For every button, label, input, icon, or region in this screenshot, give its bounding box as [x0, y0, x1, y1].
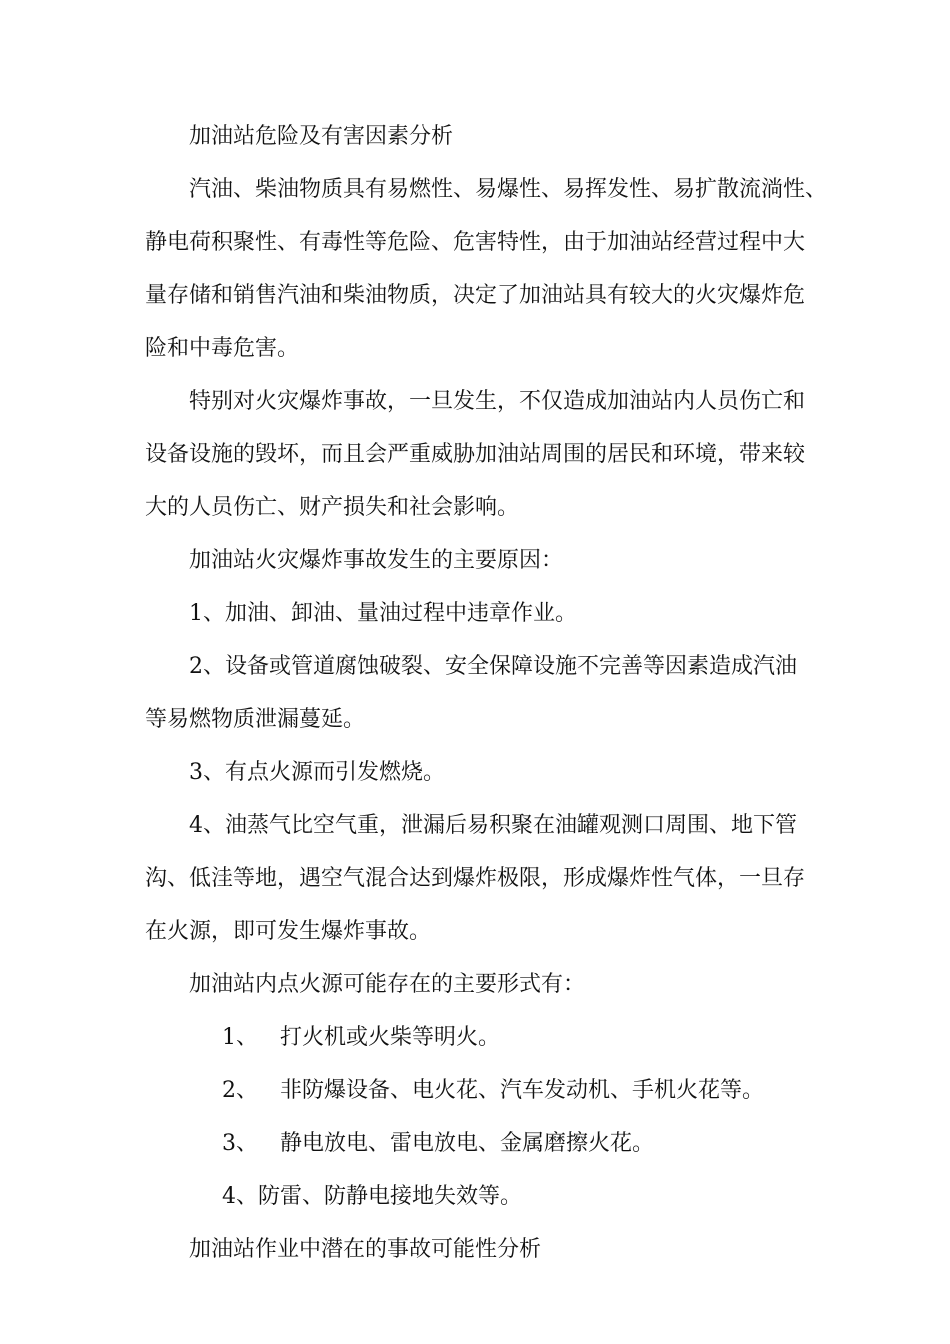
paragraph-line: 沟、低洼等地，遇空气混合达到爆炸极限，形成爆炸性气体，一旦存 [145, 866, 806, 891]
ignition-item-text: 非防爆设备、电火花、汽车发动机、手机火花等。 [280, 1078, 765, 1103]
paragraph-line: 汽油、柴油物质具有易燃性、易爆性、易挥发性、易扩散流淌性、 [189, 177, 828, 202]
ignition-item-text: 静电放电、雷电放电、金属磨擦火花。 [280, 1131, 655, 1156]
paragraph-line: 量存储和销售汽油和柴油物质，决定了加油站具有较大的火灾爆炸危 [145, 283, 806, 308]
ignition-item-number: 2、 [222, 1078, 258, 1103]
ignition-item-text: 打火机或火柴等明火。 [280, 1025, 501, 1050]
ignition-item-number: 1、 [222, 1025, 258, 1050]
paragraph-line: 特别对火灾爆炸事故，一旦发生，不仅造成加油站内人员伤亡和 [189, 389, 806, 414]
cause-item-3: 3、有点火源而引发燃烧。 [189, 760, 445, 785]
paragraph-line: 险和中毒危害。 [145, 336, 300, 361]
section-heading: 加油站作业中潜在的事故可能性分析 [189, 1237, 542, 1262]
paragraph-line: 大的人员伤亡、财产损失和社会影响。 [145, 495, 520, 520]
ignition-item-4: 4、防雷、防静电接地失效等。 [222, 1184, 522, 1209]
document-title: 加油站危险及有害因素分析 [189, 124, 454, 149]
ignition-item-number: 3、 [222, 1131, 258, 1156]
paragraph-line: 4、油蒸气比空气重，泄漏后易积聚在油罐观测口周围、地下管 [189, 813, 797, 838]
paragraph-line: 2、设备或管道腐蚀破裂、安全保障设施不完善等因素造成汽油 [189, 654, 797, 679]
cause-item-2 [145, 640, 815, 746]
document-body [145, 110, 828, 1276]
paragraph-hazard-properties [145, 163, 828, 375]
ignition-heading: 加油站内点火源可能存在的主要形式有： [189, 972, 586, 997]
paragraph-line: 静电荷积聚性、有毒性等危险、危害特性，由于加油站经营过程中大 [145, 230, 806, 255]
cause-item-4 [145, 799, 815, 958]
paragraph-fire-explosion [145, 375, 815, 534]
ignition-item-1 [145, 1011, 815, 1064]
paragraph-line: 设备设施的毁坏，而且会严重威胁加油站周围的居民和环境，带来较 [145, 442, 806, 467]
causes-heading: 加油站火灾爆炸事故发生的主要原因： [189, 548, 564, 573]
paragraph-line: 等易燃物质泄漏蔓延。 [145, 707, 366, 732]
ignition-item-3 [145, 1117, 815, 1170]
ignition-item-2 [145, 1064, 815, 1117]
paragraph-line: 在火源，即可发生爆炸事故。 [145, 919, 432, 944]
cause-item-1: 1、加油、卸油、量油过程中违章作业。 [189, 601, 577, 626]
